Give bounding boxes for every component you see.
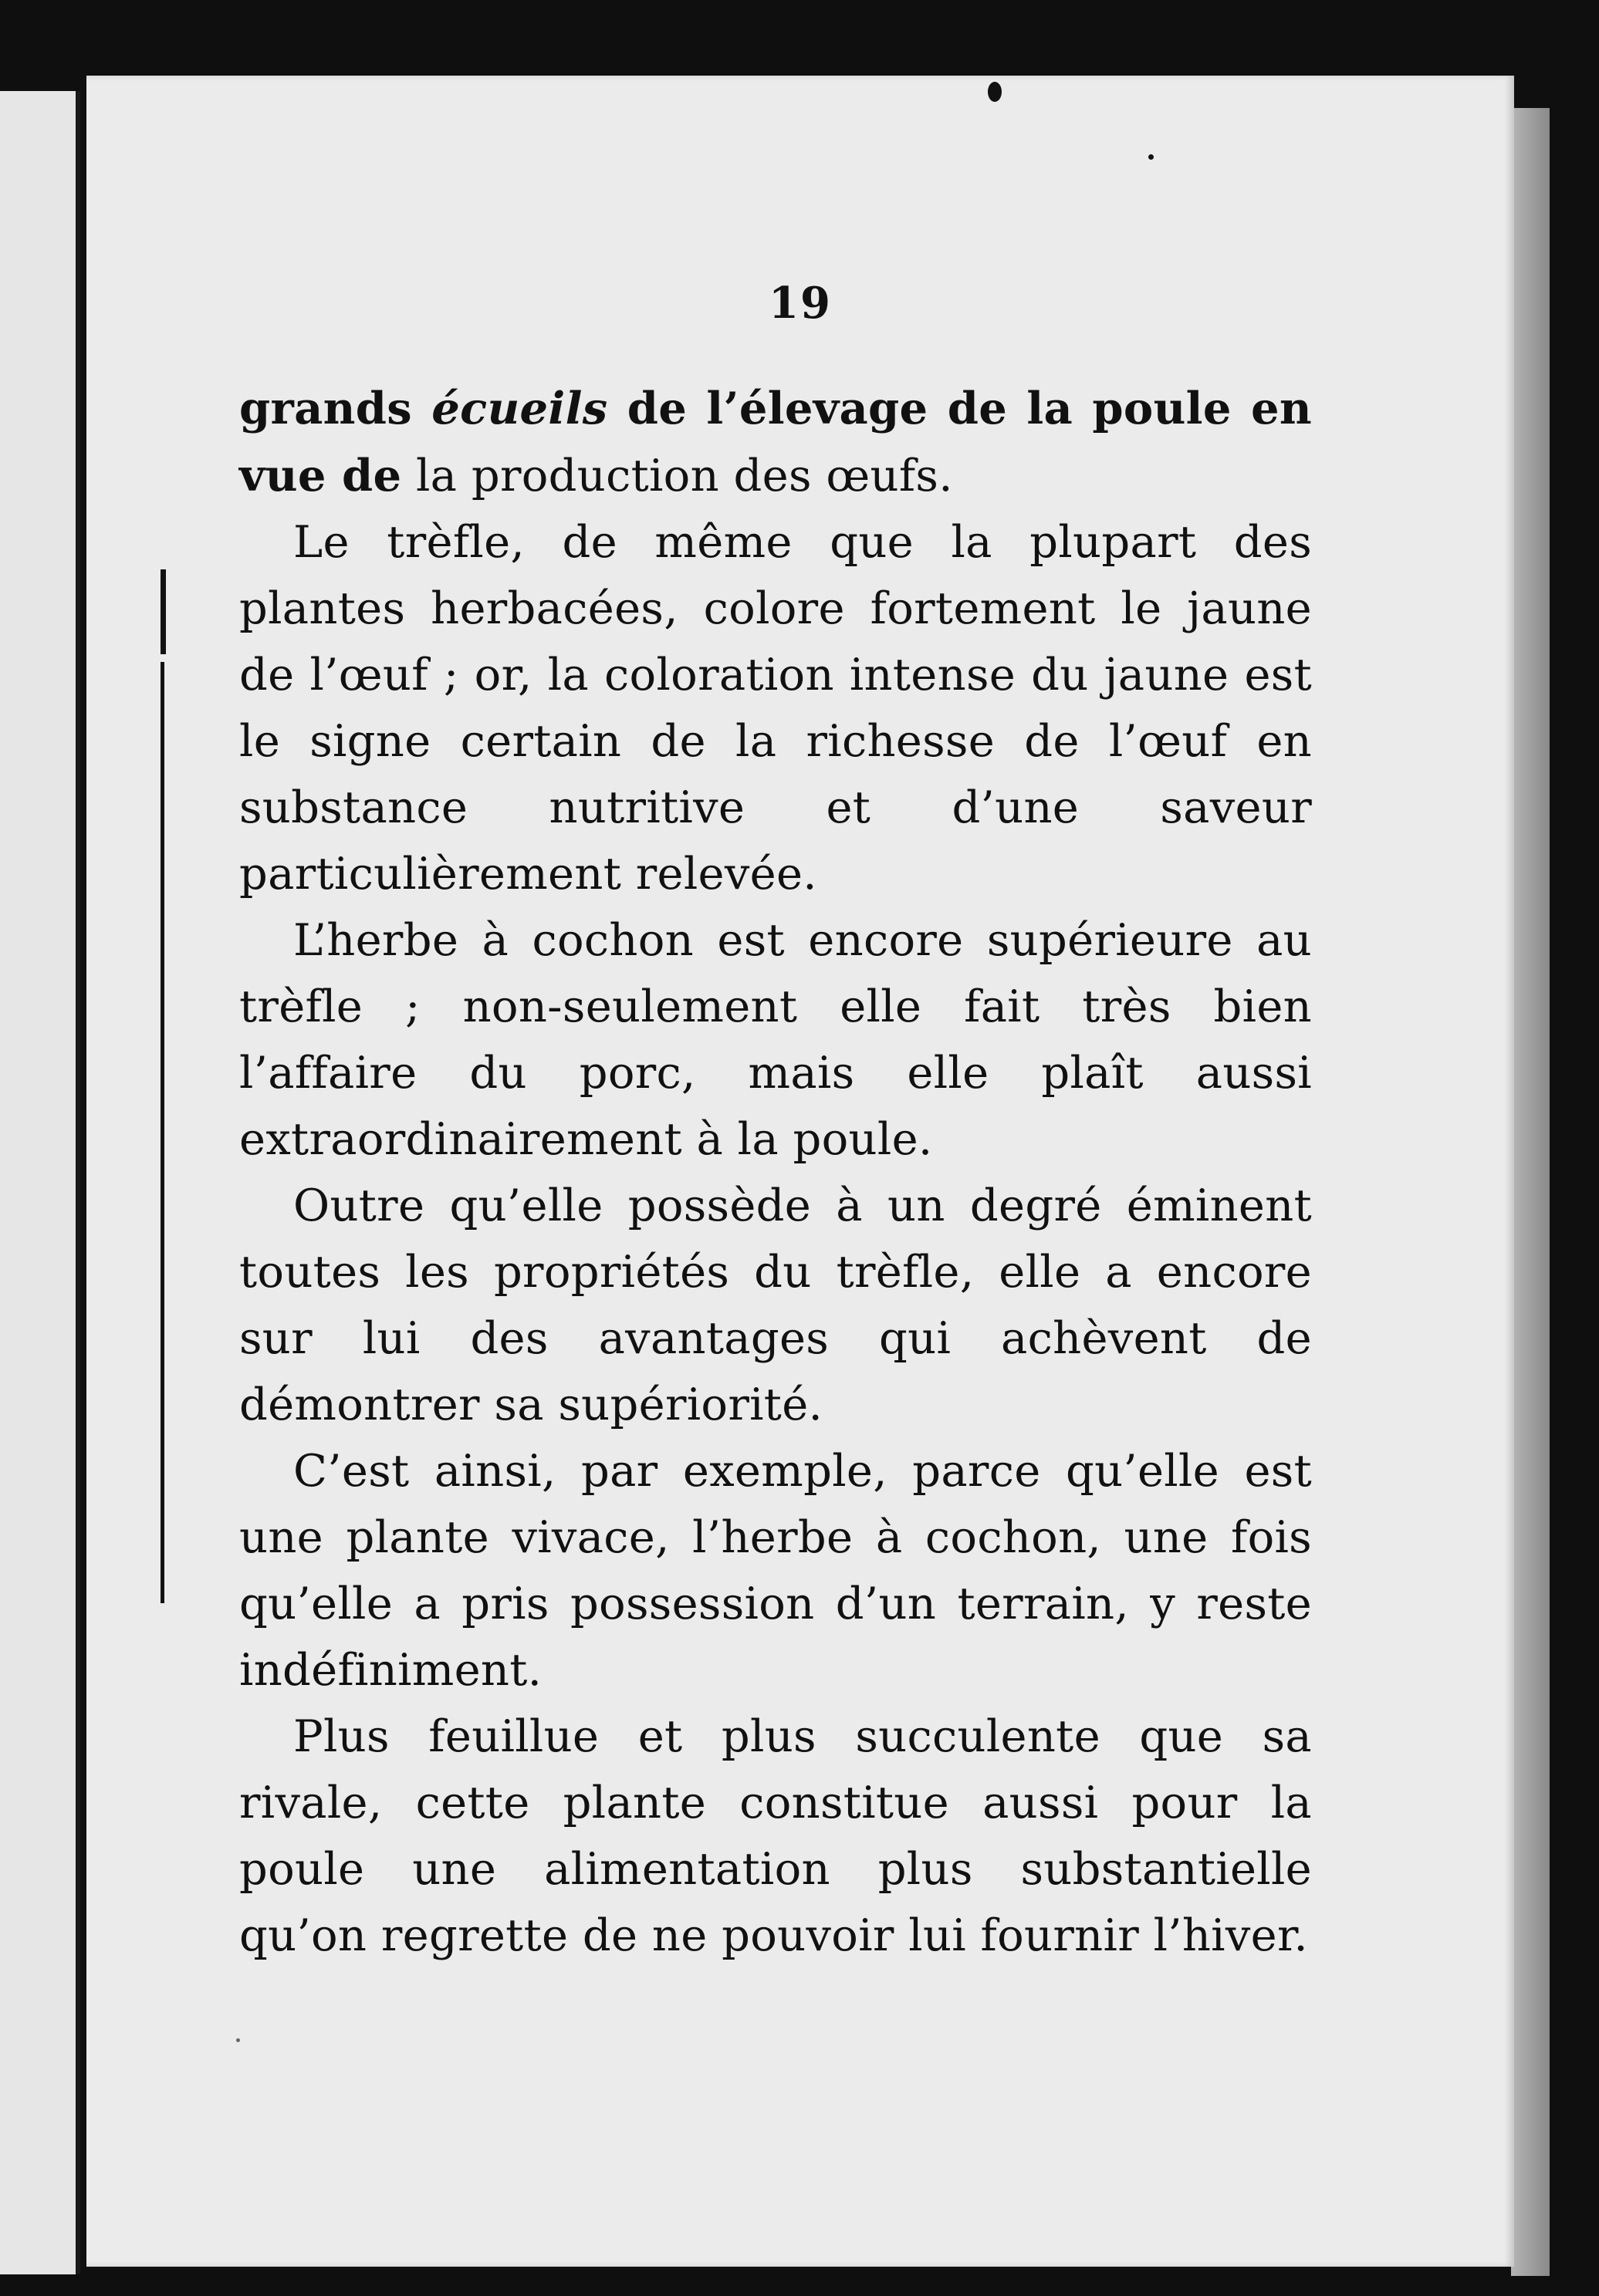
facing-page-edge — [0, 91, 80, 2274]
book-page — [86, 76, 1514, 2267]
ink-speck — [988, 82, 1002, 102]
page-edge-shadow — [1511, 108, 1550, 2276]
paragraph: C’est ainsi, par exemple, parce qu’elle est une plante vivace, l’herbe à cochon, une fois qu’elle a pris possession d’un terrain, y reste indéfiniment. — [239, 1445, 1312, 1696]
paragraph: Plus feuillue et plus succulente que sa rivale, cette plante constitue aussi pour la poule une alimentation plus substantielle qu’on regrette de ne pouvoir lui fournir l’hiver. — [239, 1710, 1312, 1961]
paragraph: L’herbe à cochon est encore supérieure au trèfle ; non-seulement elle fait très bien l’affaire du porc, mais elle plaît aussi extraordinairement à la poule. — [239, 914, 1312, 1165]
gutter-mark — [161, 662, 164, 1603]
opening-continuation: la production des œufs. — [415, 450, 953, 501]
page-number: 19 — [769, 278, 832, 329]
ink-speck — [236, 2038, 240, 2042]
opening-paragraph — [239, 375, 1312, 509]
paragraph: Le trèfle, de même que la plupart des plantes herbacées, colore fortement le jaune de l’œuf ; or, la coloration intense du jaune est le signe certain de la richesse de l’œuf en substance nutritive et d’une saveur particulièrement relevée. — [239, 516, 1312, 900]
gutter-mark — [161, 569, 166, 654]
paragraph: Outre qu’elle possède à un degré éminent toutes les propriétés du trèfle, elle a encore sur lui des avantages qui achèvent de démontrer sa supériorité. — [239, 1180, 1312, 1430]
body-text — [239, 375, 1312, 1969]
ink-speck — [1148, 154, 1154, 160]
opening-line: grands écueils de l’élevage de la poule en vue de — [239, 382, 1312, 501]
emphasized-word: écueils — [431, 382, 608, 434]
